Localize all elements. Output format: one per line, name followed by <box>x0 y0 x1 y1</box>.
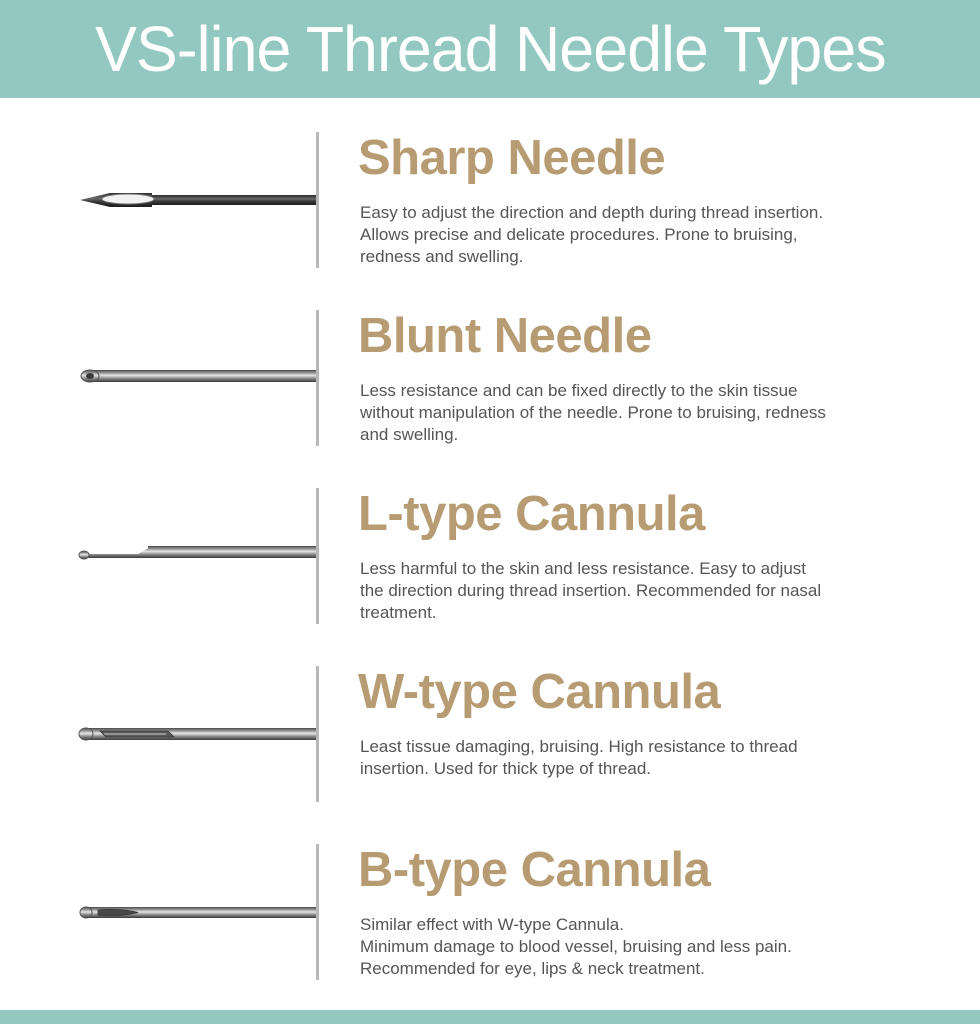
divider <box>316 488 319 624</box>
needle-row-blunt <box>0 310 980 446</box>
needle-title: Sharp Needle <box>358 131 666 185</box>
needle-title: B-type Cannula <box>358 843 711 897</box>
divider <box>316 310 319 446</box>
divider <box>316 844 319 980</box>
sharp-needle-icon <box>70 162 320 238</box>
needle-row-b-type <box>0 844 980 980</box>
needle-description: Least tissue damaging, bruising. High resistance to thread insertion. Used for thick type of thread. <box>360 737 798 778</box>
needle-description: Less harmful to the skin and less resistance. Easy to adjust the direction during thread insertion. Recommended for nasal treatment. <box>360 559 822 622</box>
header-banner <box>0 0 980 98</box>
needle-title: L-type Cannula <box>358 487 705 541</box>
needle-row-sharp <box>0 132 980 268</box>
needle-row-w-type <box>0 666 980 802</box>
divider <box>316 132 319 268</box>
w-type-cannula-icon <box>70 696 320 772</box>
divider <box>316 666 319 802</box>
needle-title: W-type Cannula <box>358 665 721 719</box>
l-type-cannula-icon <box>70 518 320 594</box>
page-title: VS-line Thread Needle Types <box>94 13 886 85</box>
needle-description: Easy to adjust the direction and depth during thread insertion. Allows precise and delicate procedures. Prone to bruising, redness and swelling. <box>360 203 824 266</box>
b-type-cannula-icon <box>70 874 320 950</box>
blunt-needle-icon <box>70 340 320 416</box>
needle-description: Less resistance and can be fixed directly to the skin tissue without manipulation of the needle. Prone to bruising, redness and swelling. <box>360 381 826 444</box>
needle-description: Similar effect with W-type Cannula. Minimum damage to blood vessel, bruising and less pain. Recommended for eye, lips & neck treatment. <box>360 915 792 978</box>
needle-row-l-type <box>0 488 980 624</box>
footer-bar <box>0 1010 980 1024</box>
needle-title: Blunt Needle <box>358 309 652 363</box>
